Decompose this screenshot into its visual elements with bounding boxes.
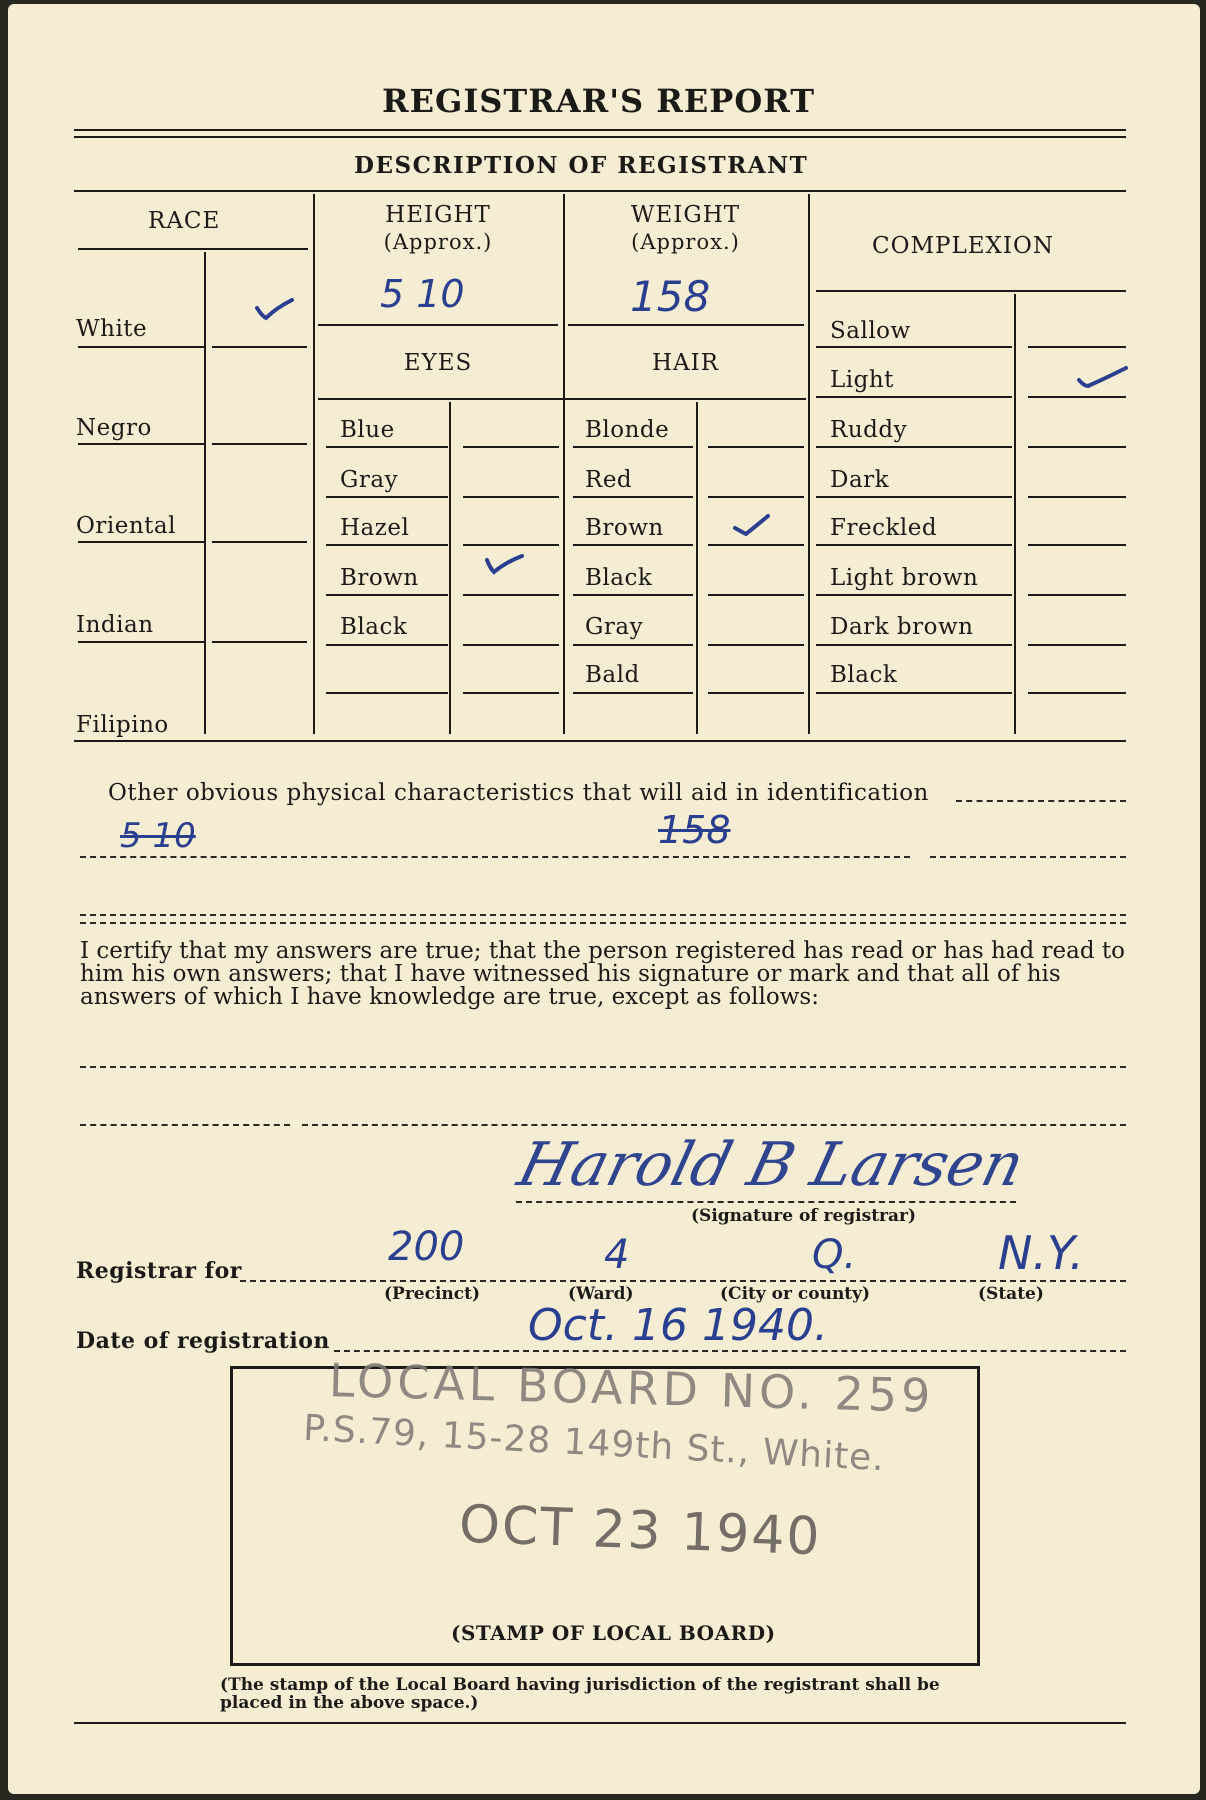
registrar-report-card xyxy=(8,4,1200,1794)
race-row-rule xyxy=(78,641,204,643)
complexion-black-label: Black xyxy=(830,662,898,688)
separator-line xyxy=(80,914,1126,916)
exceptions-line xyxy=(302,1124,1126,1126)
exceptions-line xyxy=(80,1066,1126,1068)
other-characteristics-height-value: 5 10 xyxy=(120,816,196,856)
exceptions-line xyxy=(80,1124,290,1126)
race-row-rule xyxy=(212,443,307,445)
weight-value: 158 xyxy=(630,272,711,321)
stamp-box xyxy=(230,1353,980,1666)
height-header: HEIGHT xyxy=(385,202,491,228)
stamp-address: P.S.79, 15-28 149th St., White. xyxy=(302,1407,886,1480)
registrar-for-label: Registrar for xyxy=(76,1258,242,1284)
other-characteristics-line xyxy=(956,800,1126,802)
race-check-divider xyxy=(204,252,206,734)
other-characteristics-line xyxy=(80,856,910,858)
precinct-value: 200 xyxy=(388,1224,465,1270)
height-value: 5 10 xyxy=(380,272,465,316)
eyes-gray-label: Gray xyxy=(340,467,399,493)
table-bottom-rule xyxy=(74,740,1126,742)
hair-red-label: Red xyxy=(585,467,633,493)
complexion-check-divider xyxy=(1014,294,1016,734)
hair-gray-label: Gray xyxy=(585,614,644,640)
race-indian-label: Indian xyxy=(76,612,154,638)
eyes-blue-label: Blue xyxy=(340,417,395,443)
race-row-rule xyxy=(78,541,204,543)
race-header-rule xyxy=(78,248,308,250)
other-characteristics-weight-value: 158 xyxy=(658,808,731,852)
title-rule xyxy=(74,129,1126,131)
footnote: (The stamp of the Local Board having jurisdiction of the registrant shall be placed in the above space.) xyxy=(220,1675,940,1713)
checkmark-icon xyxy=(484,550,524,576)
complexion-light-brown-label: Light brown xyxy=(830,565,979,591)
hair-blonde-label: Blonde xyxy=(585,417,670,443)
eyes-black-label: Black xyxy=(340,614,408,640)
race-row-rule xyxy=(212,641,307,643)
column-divider xyxy=(313,194,315,734)
complexion-light-label: Light xyxy=(830,367,894,393)
registrar-signature: Harold B Larsen xyxy=(511,1130,1031,1200)
complexion-sallow-label: Sallow xyxy=(830,318,911,344)
other-characteristics-line xyxy=(930,856,1126,858)
eyes-hair-header-rule xyxy=(318,398,806,400)
certification-text: I certify that my answers are true; that the person registered has read or has had read to him his own answers; that I have witnessed his signature or mark and that all of his answers of which I have knowledge are true, except as follows: xyxy=(80,938,1125,1010)
complexion-dark-brown-label: Dark brown xyxy=(830,614,974,640)
state-caption: (State) xyxy=(978,1284,1044,1304)
precinct-caption: (Precinct) xyxy=(384,1284,481,1304)
checkmark-icon xyxy=(732,512,772,538)
stamp-caption: (STAMP OF LOCAL BOARD) xyxy=(451,1621,776,1645)
race-row-rule xyxy=(78,443,204,445)
complexion-dark-label: Dark xyxy=(830,467,890,493)
race-row-rule xyxy=(212,346,307,348)
height-value-rule xyxy=(318,324,558,326)
checkmark-icon xyxy=(1076,364,1128,390)
race-oriental-label: Oriental xyxy=(76,513,176,539)
stamp-board-name: LOCAL BOARD NO. 259 xyxy=(328,1353,936,1423)
weight-value-rule xyxy=(568,324,804,326)
complexion-ruddy-label: Ruddy xyxy=(830,417,908,443)
eyes-brown-label: Brown xyxy=(340,565,419,591)
race-negro-label: Negro xyxy=(76,415,152,441)
stamp-date: OCT 23 1940 xyxy=(458,1494,823,1568)
signature-caption: (Signature of registrar) xyxy=(691,1206,917,1226)
eyes-hazel-label: Hazel xyxy=(340,515,410,541)
race-filipino-label: Filipino xyxy=(76,712,169,738)
registrar-for-line xyxy=(240,1280,1126,1282)
page-title: REGISTRAR'S REPORT xyxy=(382,82,816,120)
complexion-header: COMPLEXION xyxy=(872,233,1054,259)
section-title: DESCRIPTION OF REGISTRANT xyxy=(354,152,809,179)
separator-line xyxy=(80,922,1126,924)
complexion-header-rule xyxy=(816,290,1126,292)
hair-check-divider xyxy=(696,402,698,734)
city-caption: (City or county) xyxy=(720,1284,871,1304)
complexion-freckled-label: Freckled xyxy=(830,515,938,541)
race-row-rule xyxy=(78,346,204,348)
race-header: RACE xyxy=(148,208,221,234)
signature-line xyxy=(516,1201,1016,1203)
column-divider xyxy=(563,194,565,734)
hair-brown-label: Brown xyxy=(585,515,664,541)
state-value: N.Y. xyxy=(998,1226,1084,1280)
city-value: Q. xyxy=(812,1232,857,1278)
weight-approx-label: (Approx.) xyxy=(631,230,740,254)
hair-header: HAIR xyxy=(651,350,720,376)
height-approx-label: (Approx.) xyxy=(383,230,493,254)
date-of-registration-value: Oct. 16 1940. xyxy=(528,1300,828,1351)
hair-bald-label: Bald xyxy=(585,662,640,688)
title-rule xyxy=(74,136,1126,138)
race-white-label: White xyxy=(76,316,148,342)
hair-black-label: Black xyxy=(585,565,653,591)
other-characteristics-label: Other obvious physical characteristics that will aid in identification xyxy=(108,780,929,806)
bottom-rule xyxy=(74,1722,1126,1724)
ward-caption: (Ward) xyxy=(568,1284,634,1304)
weight-header: WEIGHT xyxy=(630,202,741,228)
table-top-rule xyxy=(74,190,1126,192)
eyes-header: EYES xyxy=(403,350,473,376)
checkmark-icon xyxy=(254,296,294,322)
column-divider xyxy=(808,194,810,734)
date-of-registration-label: Date of registration xyxy=(76,1328,330,1354)
eyes-check-divider xyxy=(449,402,451,734)
race-row-rule xyxy=(212,541,307,543)
ward-value: 4 xyxy=(604,1232,630,1278)
